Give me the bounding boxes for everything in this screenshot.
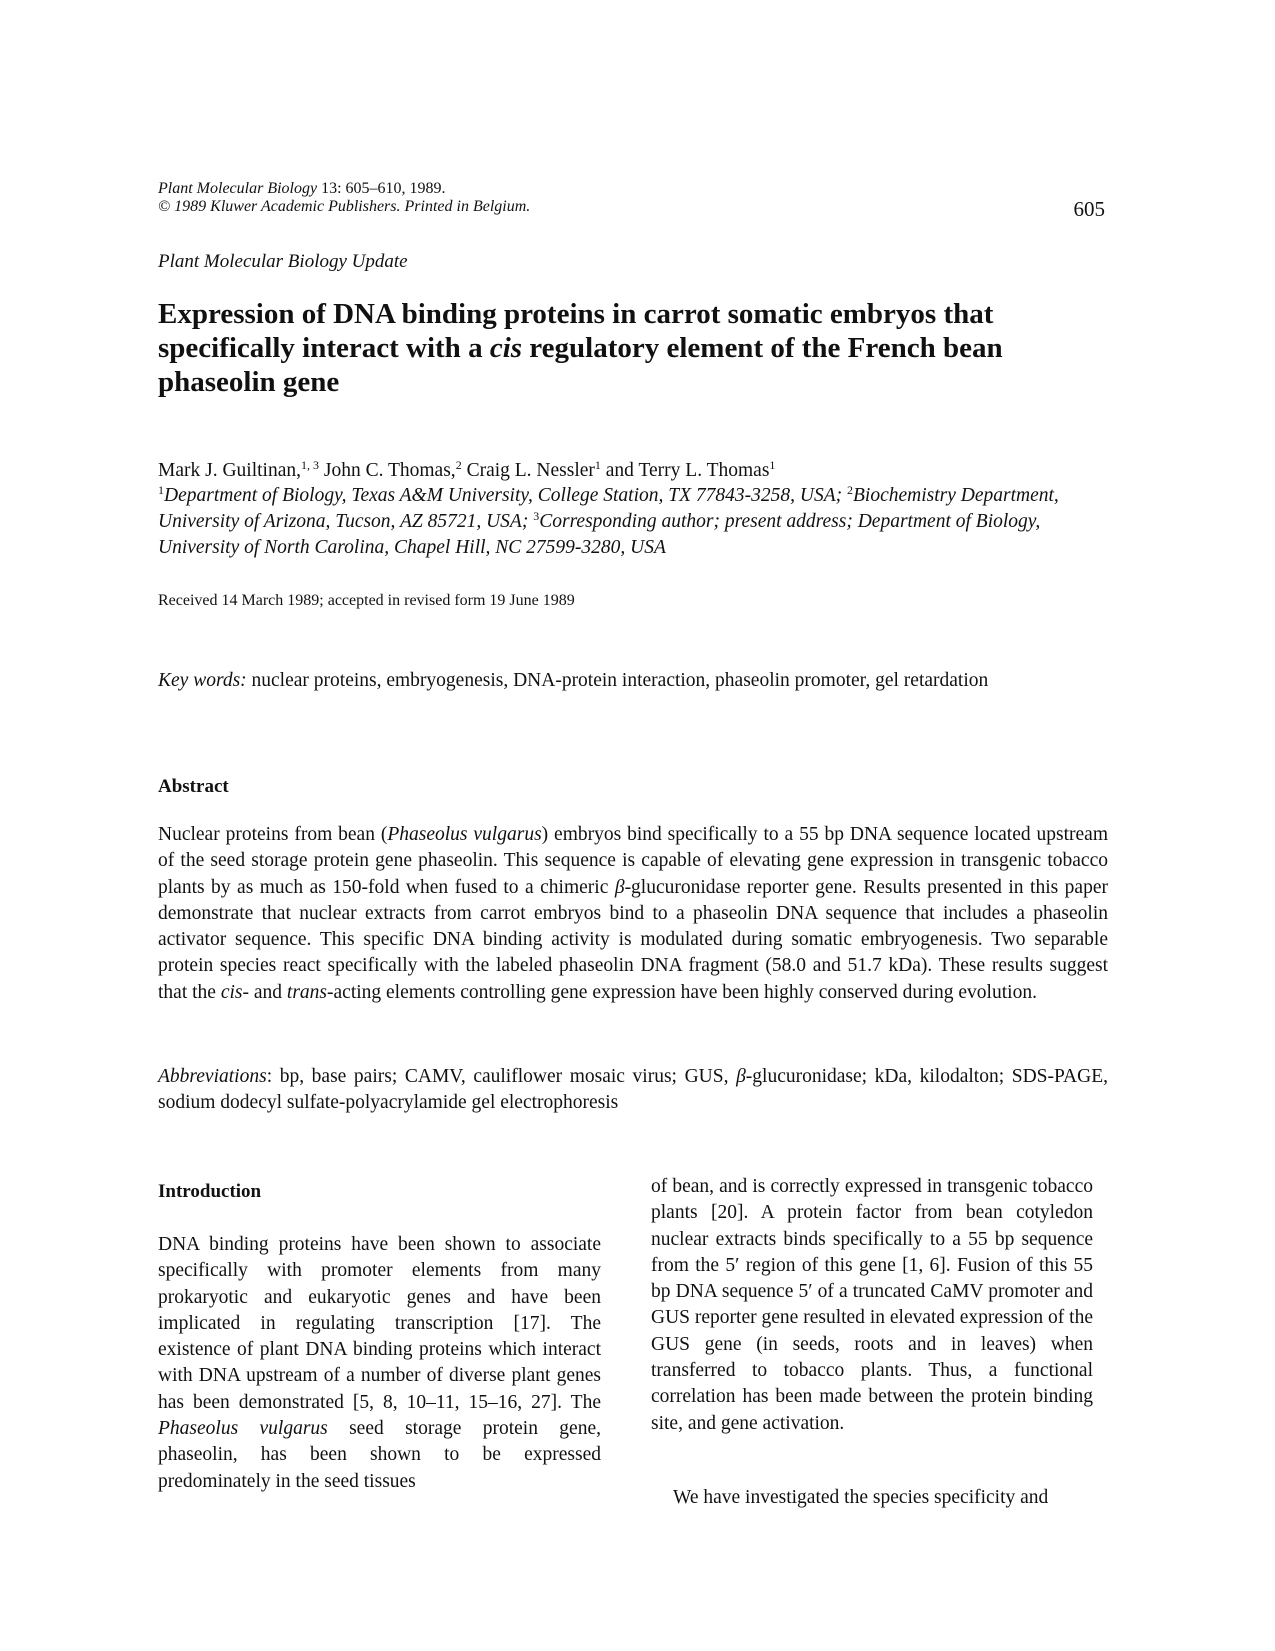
author-affiliation-marker: 1 bbox=[769, 458, 776, 472]
abbreviations-text: -glucuronidase; kDa, kilodalton; SDS-PAGE, sodium dodecyl sulfate-polyacrylamide gel electrophoresis bbox=[158, 1066, 1109, 1114]
article-title bbox=[158, 297, 1118, 399]
journal-citation bbox=[158, 180, 958, 216]
copyright-line: © 1989 Kluwer Academic Publishers. Printed in Belgium. bbox=[158, 198, 531, 215]
author: Craig L. Nessler bbox=[461, 460, 595, 481]
affiliation: Department of Biology, Texas A&M University, College Station, TX 77843-3258, USA; bbox=[164, 485, 847, 506]
author: John C. Thomas, bbox=[318, 460, 456, 481]
author-affiliation-marker: 2 bbox=[455, 458, 462, 472]
affiliation-marker: 1 bbox=[158, 483, 164, 497]
abbreviations bbox=[158, 1064, 1108, 1117]
introduction-right-paragraph-2: We have investigated the species specificity and bbox=[673, 1487, 1049, 1508]
journal-volume-pages: 13: 605–610, 1989. bbox=[317, 180, 446, 197]
author-affiliation-marker: 1, 3 bbox=[300, 458, 319, 472]
title-text: Expression of DNA binding proteins in carrot somatic embryos that specifically interact with a bbox=[158, 298, 994, 364]
title-text-end: regulatory element of the French bean phaseolin gene bbox=[158, 332, 1003, 398]
author-affiliation-marker: 1 bbox=[594, 458, 601, 472]
abstract-italic: Phaseolus vulgarus bbox=[387, 824, 542, 845]
affiliations bbox=[158, 483, 1118, 561]
keywords bbox=[158, 667, 1108, 694]
author: Mark J. Guiltinan, bbox=[158, 460, 301, 481]
intro-italic: Phaseolus vulgarus bbox=[158, 1418, 328, 1440]
author: and Terry L. Thomas bbox=[600, 460, 770, 481]
title-italic-text: cis bbox=[489, 332, 523, 364]
introduction-right-column: of bean, and is correctly expressed in transgenic tobacco plants [20]. A protein factor from bean cotyledon nuclear extracts binds specifically to a 55 bp sequence from the 5′ region of this gene [1, 6]. Fusion of this 55 bp DNA sequence 5′ of a truncated CaMV promoter and GUS reporter gene resulted in elevated expression of the GUS gene (in seeds, roots and in leaves) when transferred to tobacco plants. Thus, a functional correlation has been made between the protein binding site, and gene activation. bbox=[651, 1176, 1093, 1434]
author-list bbox=[158, 458, 1118, 484]
abstract-body bbox=[158, 822, 1108, 1006]
page-number: 605 bbox=[1073, 197, 1105, 221]
abstract-text: -glucuronidase reporter gene. Results presented in this paper demonstrate that nuclear extracts from carrot embryos bind to a phaseolin DNA sequence that includes a phaseolin activator sequence. This specific DNA binding activity is modulated during somatic embryogenesis. Two separable protein species react specifically with the labeled phaseolin DNA fragment (58.0 and 51.7 kDa). These results suggest that the bbox=[158, 876, 1108, 1003]
affiliation: Corresponding author; present address; Department of Biology, University of North Carolina, Chapel Hill, NC 27599-3280, USA bbox=[158, 511, 1041, 558]
abstract-italic: trans bbox=[286, 981, 328, 1003]
abstract-heading: Abstract bbox=[158, 776, 229, 797]
intro-text: DNA binding proteins have been shown to associate specifically with promoter elements from many prokaryotic and eukaryotic genes and have been implicated in regulating transcription [17]. The existence of plant DNA binding proteins which interact with DNA upstream of a number of diverse plant genes has been demonstrated [5, 8, 10–11, 15–16, 27]. The bbox=[158, 1234, 601, 1413]
received-dates: Received 14 March 1989; accepted in revised form 19 June 1989 bbox=[158, 592, 575, 609]
intro-text: seed storage protein gene, phaseolin, has been shown to be expressed predominately in the seed tissues bbox=[158, 1418, 601, 1492]
abbreviations-italic: β bbox=[736, 1066, 746, 1087]
keywords-text: nuclear proteins, embryogenesis, DNA-protein interaction, phaseolin promoter, gel retardation bbox=[246, 670, 989, 691]
introduction-heading: Introduction bbox=[158, 1181, 262, 1202]
abstract-text: - and bbox=[242, 981, 287, 1003]
journal-name: Plant Molecular Biology bbox=[158, 180, 318, 197]
abstract-italic: β bbox=[614, 876, 625, 898]
abstract-text: ) embryos bind specifically to a 55 bp DNA sequence located upstream of the seed storage protein gene phaseolin. This sequence is capable of elevating gene expression in transgenic tobacco plants by as much as 150-fold when fused to a chimeric bbox=[158, 824, 1108, 898]
abstract-text: -acting elements controlling gene expression have been highly conserved during evolution. bbox=[327, 981, 1037, 1003]
introduction-left-column bbox=[158, 1232, 601, 1495]
abbreviations-text: : bp, base pairs; CAMV, cauliflower mosaic virus; GUS, bbox=[266, 1066, 737, 1087]
affiliation: Biochemistry Department, University of Arizona, Tucson, AZ 85721, USA; bbox=[158, 485, 1059, 532]
affiliation-marker: 2 bbox=[847, 483, 853, 497]
affiliation-marker: 3 bbox=[533, 509, 540, 523]
abbreviations-label: Abbreviations bbox=[158, 1066, 267, 1087]
keywords-label: Key words: bbox=[158, 670, 247, 691]
abstract-text: Nuclear proteins from bean ( bbox=[158, 824, 388, 845]
abstract-italic: cis bbox=[220, 981, 243, 1003]
section-label: Plant Molecular Biology Update bbox=[158, 251, 408, 272]
